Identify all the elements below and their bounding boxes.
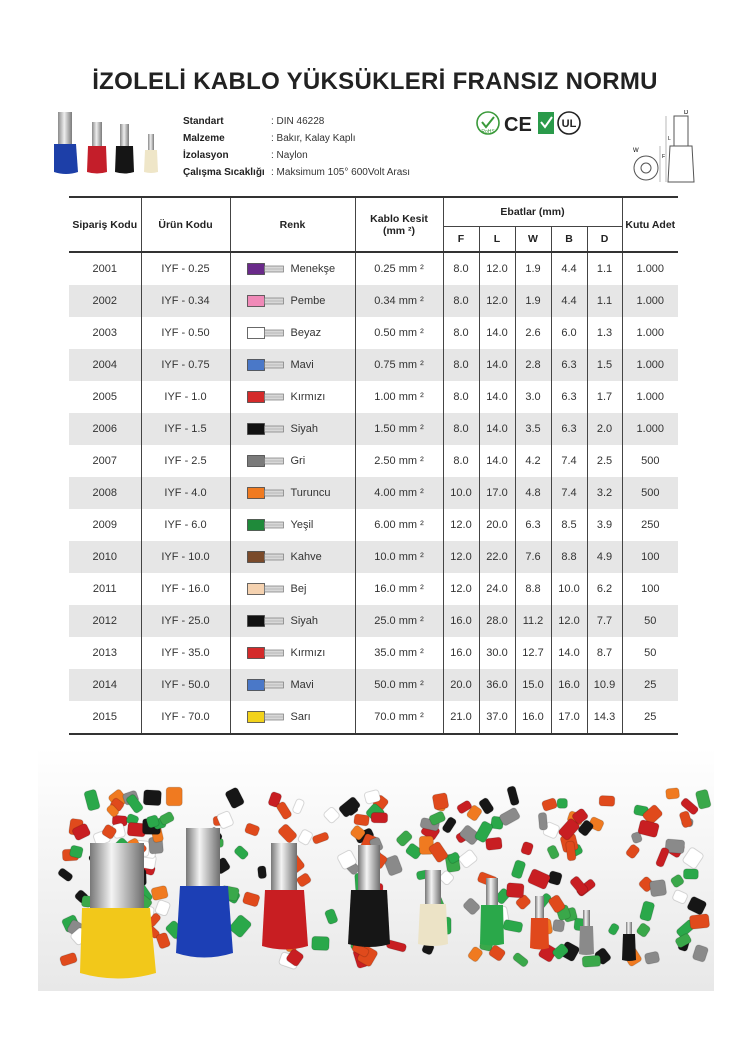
ferrule-color-icon bbox=[247, 327, 285, 339]
cell-urun: IYF - 0.34 bbox=[141, 285, 230, 317]
cell-renk bbox=[230, 349, 355, 381]
cell-b: 12.0 bbox=[551, 605, 587, 637]
cell-renk bbox=[230, 701, 355, 734]
cell-b: 14.0 bbox=[551, 637, 587, 669]
scattered-ferrule bbox=[257, 866, 266, 879]
cell-renk bbox=[230, 573, 355, 605]
cell-l: 14.0 bbox=[479, 349, 515, 381]
cell-w: 8.8 bbox=[515, 573, 551, 605]
col-header-l: L bbox=[479, 227, 515, 253]
cell-urun: IYF - 1.5 bbox=[141, 413, 230, 445]
cell-d: 14.3 bbox=[587, 701, 622, 734]
cell-kesit: 2.50 mm ² bbox=[355, 445, 443, 477]
scattered-ferrule bbox=[69, 845, 83, 859]
cell-kutu: 500 bbox=[622, 477, 678, 509]
cell-kesit: 25.0 mm ² bbox=[355, 605, 443, 637]
cell-w: 1.9 bbox=[515, 252, 551, 285]
cell-kutu: 1.000 bbox=[622, 349, 678, 381]
cell-b: 4.4 bbox=[551, 252, 587, 285]
cell-kesit: 0.34 mm ² bbox=[355, 285, 443, 317]
cell-b: 16.0 bbox=[551, 669, 587, 701]
ferrule-color-icon bbox=[247, 455, 285, 467]
cell-f: 20.0 bbox=[443, 669, 479, 701]
cell-w: 11.2 bbox=[515, 605, 551, 637]
cell-d: 1.1 bbox=[587, 252, 622, 285]
cell-kutu: 25 bbox=[622, 669, 678, 701]
cell-kutu: 100 bbox=[622, 573, 678, 605]
svg-text:D: D bbox=[684, 110, 689, 116]
col-header-f: F bbox=[443, 227, 479, 253]
color-label: Turuncu bbox=[290, 487, 331, 499]
cell-b: 8.5 bbox=[551, 509, 587, 541]
cell-w: 2.8 bbox=[515, 349, 551, 381]
cell-kesit: 16.0 mm ² bbox=[355, 573, 443, 605]
col-header-urun: Ürün Kodu bbox=[141, 197, 230, 252]
color-label: Kırmızı bbox=[290, 647, 326, 659]
cell-l: 36.0 bbox=[479, 669, 515, 701]
cell-kutu: 500 bbox=[622, 445, 678, 477]
cell-siparis: 2002 bbox=[69, 285, 141, 317]
product-image bbox=[52, 110, 164, 176]
scattered-ferrule bbox=[582, 955, 601, 967]
cell-urun: IYF - 35.0 bbox=[141, 637, 230, 669]
cell-kesit: 50.0 mm ² bbox=[355, 669, 443, 701]
cell-urun: IYF - 4.0 bbox=[141, 477, 230, 509]
cell-siparis: 2008 bbox=[69, 477, 141, 509]
color-label: Mavi bbox=[290, 679, 314, 691]
scattered-ferrule bbox=[432, 793, 449, 811]
col-header-w: W bbox=[515, 227, 551, 253]
cell-siparis: 2015 bbox=[92, 711, 117, 723]
cell-d: 1.7 bbox=[587, 381, 622, 413]
cell-b: 6.3 bbox=[551, 413, 587, 445]
ferrule-color-icon bbox=[247, 391, 285, 403]
cell-w: 3.0 bbox=[515, 381, 551, 413]
cell-siparis: 2003 bbox=[92, 327, 117, 339]
cell-kesit: 1.50 mm ² bbox=[355, 413, 443, 445]
cell-b: 17.0 bbox=[551, 701, 587, 734]
ferrule-color-icon bbox=[247, 423, 285, 435]
cell-renk bbox=[230, 669, 355, 701]
cell-renk bbox=[230, 317, 355, 349]
cell-kesit: 70.0 mm ² bbox=[355, 701, 443, 734]
cell-kesit: 4.00 mm ² bbox=[355, 477, 443, 509]
color-label: Mavi bbox=[290, 359, 314, 371]
cell-renk bbox=[230, 605, 355, 637]
col-header-b: B bbox=[551, 227, 587, 253]
cell-siparis: 2010 bbox=[69, 541, 141, 573]
cell-d: 8.7 bbox=[587, 637, 622, 669]
cell-renk bbox=[230, 381, 355, 413]
table-row bbox=[69, 573, 678, 605]
color-label: Siyah bbox=[290, 615, 319, 627]
cell-l: 14.0 bbox=[479, 445, 515, 477]
svg-text:RoHS: RoHS bbox=[481, 129, 495, 135]
scattered-ferrule bbox=[689, 914, 710, 930]
cell-l: 37.0 bbox=[479, 701, 515, 734]
cell-kutu: 1.000 bbox=[622, 285, 678, 317]
cell-d: 1.5 bbox=[587, 349, 622, 381]
cell-d: 4.9 bbox=[587, 541, 622, 573]
ferrule-color-icon bbox=[247, 263, 285, 275]
cell-renk bbox=[230, 477, 355, 509]
scattered-ferrule bbox=[552, 919, 565, 932]
cell-urun: IYF - 16.0 bbox=[141, 573, 230, 605]
cell-kutu: 50 bbox=[622, 605, 678, 637]
cell-f: 12.0 bbox=[443, 573, 479, 605]
ce-icon: CE bbox=[504, 114, 532, 136]
cell-urun: IYF - 25.0 bbox=[141, 605, 230, 637]
cell-w: 7.6 bbox=[515, 541, 551, 573]
cell-b: 4.4 bbox=[551, 285, 587, 317]
cell-kutu: 1.000 bbox=[622, 252, 678, 285]
ferrule-color-icon bbox=[247, 615, 285, 627]
table-row bbox=[69, 285, 678, 317]
ferrule-color-icon bbox=[247, 551, 285, 563]
spec-row: İzolasyon : Naylon bbox=[183, 150, 308, 161]
scattered-ferrule bbox=[557, 799, 567, 809]
cell-urun: IYF - 2.5 bbox=[141, 445, 230, 477]
cell-siparis: 2004 bbox=[69, 349, 141, 381]
cell-f: 10.0 bbox=[443, 477, 479, 509]
cell-siparis: 2013 bbox=[92, 647, 117, 659]
cell-d: 1.1 bbox=[587, 285, 622, 317]
cell-renk bbox=[230, 637, 355, 669]
cell-f: 8.0 bbox=[443, 381, 479, 413]
cell-renk bbox=[230, 445, 355, 477]
cell-l: 30.0 bbox=[479, 637, 515, 669]
cell-f: 8.0 bbox=[443, 252, 479, 285]
cell-renk bbox=[230, 541, 355, 573]
ferrule-color-icon bbox=[247, 583, 285, 595]
cell-kesit: 1.00 mm ² bbox=[355, 381, 443, 413]
cell-w: 4.8 bbox=[515, 477, 551, 509]
col-header-renk: Renk bbox=[230, 197, 355, 252]
ferrule-color-icon bbox=[247, 519, 285, 531]
table-row bbox=[69, 669, 678, 701]
cell-siparis: 2014 bbox=[69, 669, 141, 701]
cell-kutu: 100 bbox=[622, 541, 678, 573]
cell-urun: IYF - 0.75 bbox=[141, 349, 230, 381]
cell-siparis: 2006 bbox=[69, 413, 141, 445]
cell-w: 16.0 bbox=[515, 701, 551, 734]
scattered-ferrule bbox=[312, 936, 330, 950]
cell-siparis: 2012 bbox=[69, 605, 141, 637]
cell-d: 1.3 bbox=[587, 317, 622, 349]
ferrule-color-icon bbox=[247, 647, 285, 659]
cell-w: 6.3 bbox=[515, 509, 551, 541]
green-cert-icon bbox=[538, 112, 554, 134]
cell-f: 21.0 bbox=[443, 701, 479, 734]
ferrule-color-icon bbox=[247, 359, 285, 371]
color-label: Gri bbox=[290, 455, 306, 467]
cell-f: 8.0 bbox=[443, 285, 479, 317]
cell-l: 28.0 bbox=[479, 605, 515, 637]
table-row bbox=[69, 445, 678, 477]
cell-d: 3.2 bbox=[587, 477, 622, 509]
color-label: Yeşil bbox=[290, 519, 314, 531]
ferrule-color-icon bbox=[247, 711, 285, 723]
color-label: Siyah bbox=[290, 423, 319, 435]
cell-renk bbox=[230, 413, 355, 445]
scattered-ferrule bbox=[166, 787, 182, 805]
color-label: Pembe bbox=[290, 295, 326, 307]
cell-siparis: 2007 bbox=[92, 455, 117, 467]
cell-b: 6.3 bbox=[551, 381, 587, 413]
scattered-ferrule bbox=[649, 879, 667, 897]
cell-kesit: 6.00 mm ² bbox=[355, 509, 443, 541]
cell-d: 10.9 bbox=[587, 669, 622, 701]
color-label: Menekşe bbox=[290, 263, 336, 275]
cell-renk bbox=[230, 252, 355, 285]
cell-d: 7.7 bbox=[587, 605, 622, 637]
table-row bbox=[69, 541, 678, 573]
scattered-ferrule bbox=[143, 790, 161, 806]
cell-f: 16.0 bbox=[443, 637, 479, 669]
cell-kutu: 250 bbox=[622, 509, 678, 541]
spec-row: Çalışma Sıcaklığı : Maksimum 105° 600Volt Arası bbox=[183, 167, 411, 178]
cell-l: 14.0 bbox=[479, 317, 515, 349]
cell-f: 8.0 bbox=[443, 445, 479, 477]
cell-siparis: 2001 bbox=[92, 263, 117, 275]
table-row bbox=[69, 252, 678, 285]
cell-d: 6.2 bbox=[587, 573, 622, 605]
certification-icons bbox=[476, 110, 584, 138]
table-row bbox=[69, 701, 678, 734]
cell-w: 3.5 bbox=[515, 413, 551, 445]
cell-f: 12.0 bbox=[443, 509, 479, 541]
cell-b: 7.4 bbox=[551, 477, 587, 509]
rohs-icon bbox=[477, 112, 499, 135]
cell-kesit: 0.50 mm ² bbox=[355, 317, 443, 349]
cell-d: 3.9 bbox=[587, 509, 622, 541]
cell-renk bbox=[230, 285, 355, 317]
scattered-ferrule bbox=[565, 841, 576, 861]
cell-urun: IYF - 0.50 bbox=[141, 317, 230, 349]
cell-l: 24.0 bbox=[479, 573, 515, 605]
cell-renk bbox=[230, 509, 355, 541]
table-row bbox=[69, 349, 678, 381]
cell-urun: IYF - 0.25 bbox=[141, 252, 230, 285]
scattered-ferrule bbox=[599, 796, 615, 807]
ul-icon bbox=[558, 112, 580, 134]
spec-row: Standart : DIN 46228 bbox=[183, 116, 325, 127]
color-label: Kahve bbox=[290, 551, 322, 563]
svg-text:L: L bbox=[668, 136, 671, 142]
cell-f: 8.0 bbox=[443, 413, 479, 445]
cell-l: 17.0 bbox=[479, 477, 515, 509]
ferrule-color-icon bbox=[247, 295, 285, 307]
scattered-ferrule bbox=[644, 951, 660, 965]
cell-b: 7.4 bbox=[551, 445, 587, 477]
cell-urun: IYF - 70.0 bbox=[141, 701, 230, 734]
cell-urun: IYF - 50.0 bbox=[141, 669, 230, 701]
color-label: Beyaz bbox=[290, 327, 322, 339]
cell-w: 2.6 bbox=[515, 317, 551, 349]
scattered-ferrule bbox=[683, 869, 698, 879]
cell-b: 10.0 bbox=[551, 573, 587, 605]
col-header-d: D bbox=[587, 227, 622, 253]
table-row bbox=[69, 413, 678, 445]
table-row bbox=[69, 317, 678, 349]
cell-kesit: 10.0 mm ² bbox=[355, 541, 443, 573]
table-row bbox=[69, 477, 678, 509]
cell-urun: IYF - 6.0 bbox=[141, 509, 230, 541]
cell-d: 2.0 bbox=[587, 413, 622, 445]
cell-kesit: 0.25 mm ² bbox=[355, 252, 443, 285]
page-title: İZOLELİ KABLO YÜKSÜKLERİ FRANSIZ NORMU bbox=[92, 68, 658, 95]
cell-f: 12.0 bbox=[443, 541, 479, 573]
cell-l: 12.0 bbox=[479, 252, 515, 285]
cell-kutu: 1.000 bbox=[622, 317, 678, 349]
cell-l: 14.0 bbox=[479, 413, 515, 445]
cell-f: 8.0 bbox=[443, 349, 479, 381]
cell-l: 20.0 bbox=[479, 509, 515, 541]
product-table bbox=[69, 196, 678, 735]
cell-kutu: 1.000 bbox=[622, 413, 678, 445]
color-label: Sarı bbox=[290, 711, 311, 723]
cell-b: 6.3 bbox=[551, 349, 587, 381]
scattered-ferrule bbox=[371, 812, 388, 822]
color-label: Bej bbox=[290, 583, 307, 595]
ferrule-color-icon bbox=[247, 487, 285, 499]
col-header-kutu: Kutu Adet bbox=[622, 197, 678, 252]
scattered-ferrule bbox=[506, 883, 524, 898]
cell-kesit: 35.0 mm ² bbox=[355, 637, 443, 669]
cell-siparis: 2011 bbox=[92, 583, 117, 595]
cell-kutu: 1.000 bbox=[622, 381, 678, 413]
scattered-ferrule bbox=[485, 837, 502, 850]
scattered-ferrule bbox=[538, 812, 548, 830]
col-header-ebatlar: Ebatlar (mm) bbox=[443, 197, 622, 227]
table-row bbox=[69, 381, 678, 413]
cell-urun: IYF - 10.0 bbox=[141, 541, 230, 573]
cell-l: 14.0 bbox=[479, 381, 515, 413]
product-photo bbox=[38, 748, 714, 991]
table-row bbox=[69, 509, 678, 541]
cell-l: 12.0 bbox=[479, 285, 515, 317]
cell-l: 22.0 bbox=[479, 541, 515, 573]
cell-b: 6.0 bbox=[551, 317, 587, 349]
dimension-drawing bbox=[630, 110, 700, 186]
col-header-siparis: Sipariş Kodu bbox=[72, 218, 138, 231]
cell-kutu: 25 bbox=[622, 701, 678, 734]
cell-d: 2.5 bbox=[587, 445, 622, 477]
cell-w: 12.7 bbox=[515, 637, 551, 669]
cell-w: 4.2 bbox=[515, 445, 551, 477]
svg-text:UL: UL bbox=[561, 118, 577, 130]
table-row bbox=[69, 637, 678, 669]
cell-kesit: 0.75 mm ² bbox=[355, 349, 443, 381]
cell-f: 8.0 bbox=[443, 317, 479, 349]
cell-kutu: 50 bbox=[622, 637, 678, 669]
cell-w: 15.0 bbox=[515, 669, 551, 701]
spec-row: Malzeme : Bakır, Kalay Kaplı bbox=[183, 133, 356, 144]
scattered-ferrule bbox=[665, 788, 679, 800]
cell-urun: IYF - 1.0 bbox=[141, 381, 230, 413]
svg-text:F: F bbox=[662, 154, 666, 160]
table-row bbox=[69, 605, 678, 637]
cell-b: 8.8 bbox=[551, 541, 587, 573]
spec-list bbox=[183, 113, 410, 181]
col-header-kablo: Kablo Kesit (mm ²) bbox=[355, 197, 443, 252]
cell-siparis: 2009 bbox=[92, 519, 117, 531]
cell-f: 16.0 bbox=[443, 605, 479, 637]
cell-w: 1.9 bbox=[515, 285, 551, 317]
svg-text:W: W bbox=[633, 148, 639, 154]
color-label: Kırmızı bbox=[290, 391, 326, 403]
cell-siparis: 2005 bbox=[92, 391, 117, 403]
ferrule-color-icon bbox=[247, 679, 285, 691]
